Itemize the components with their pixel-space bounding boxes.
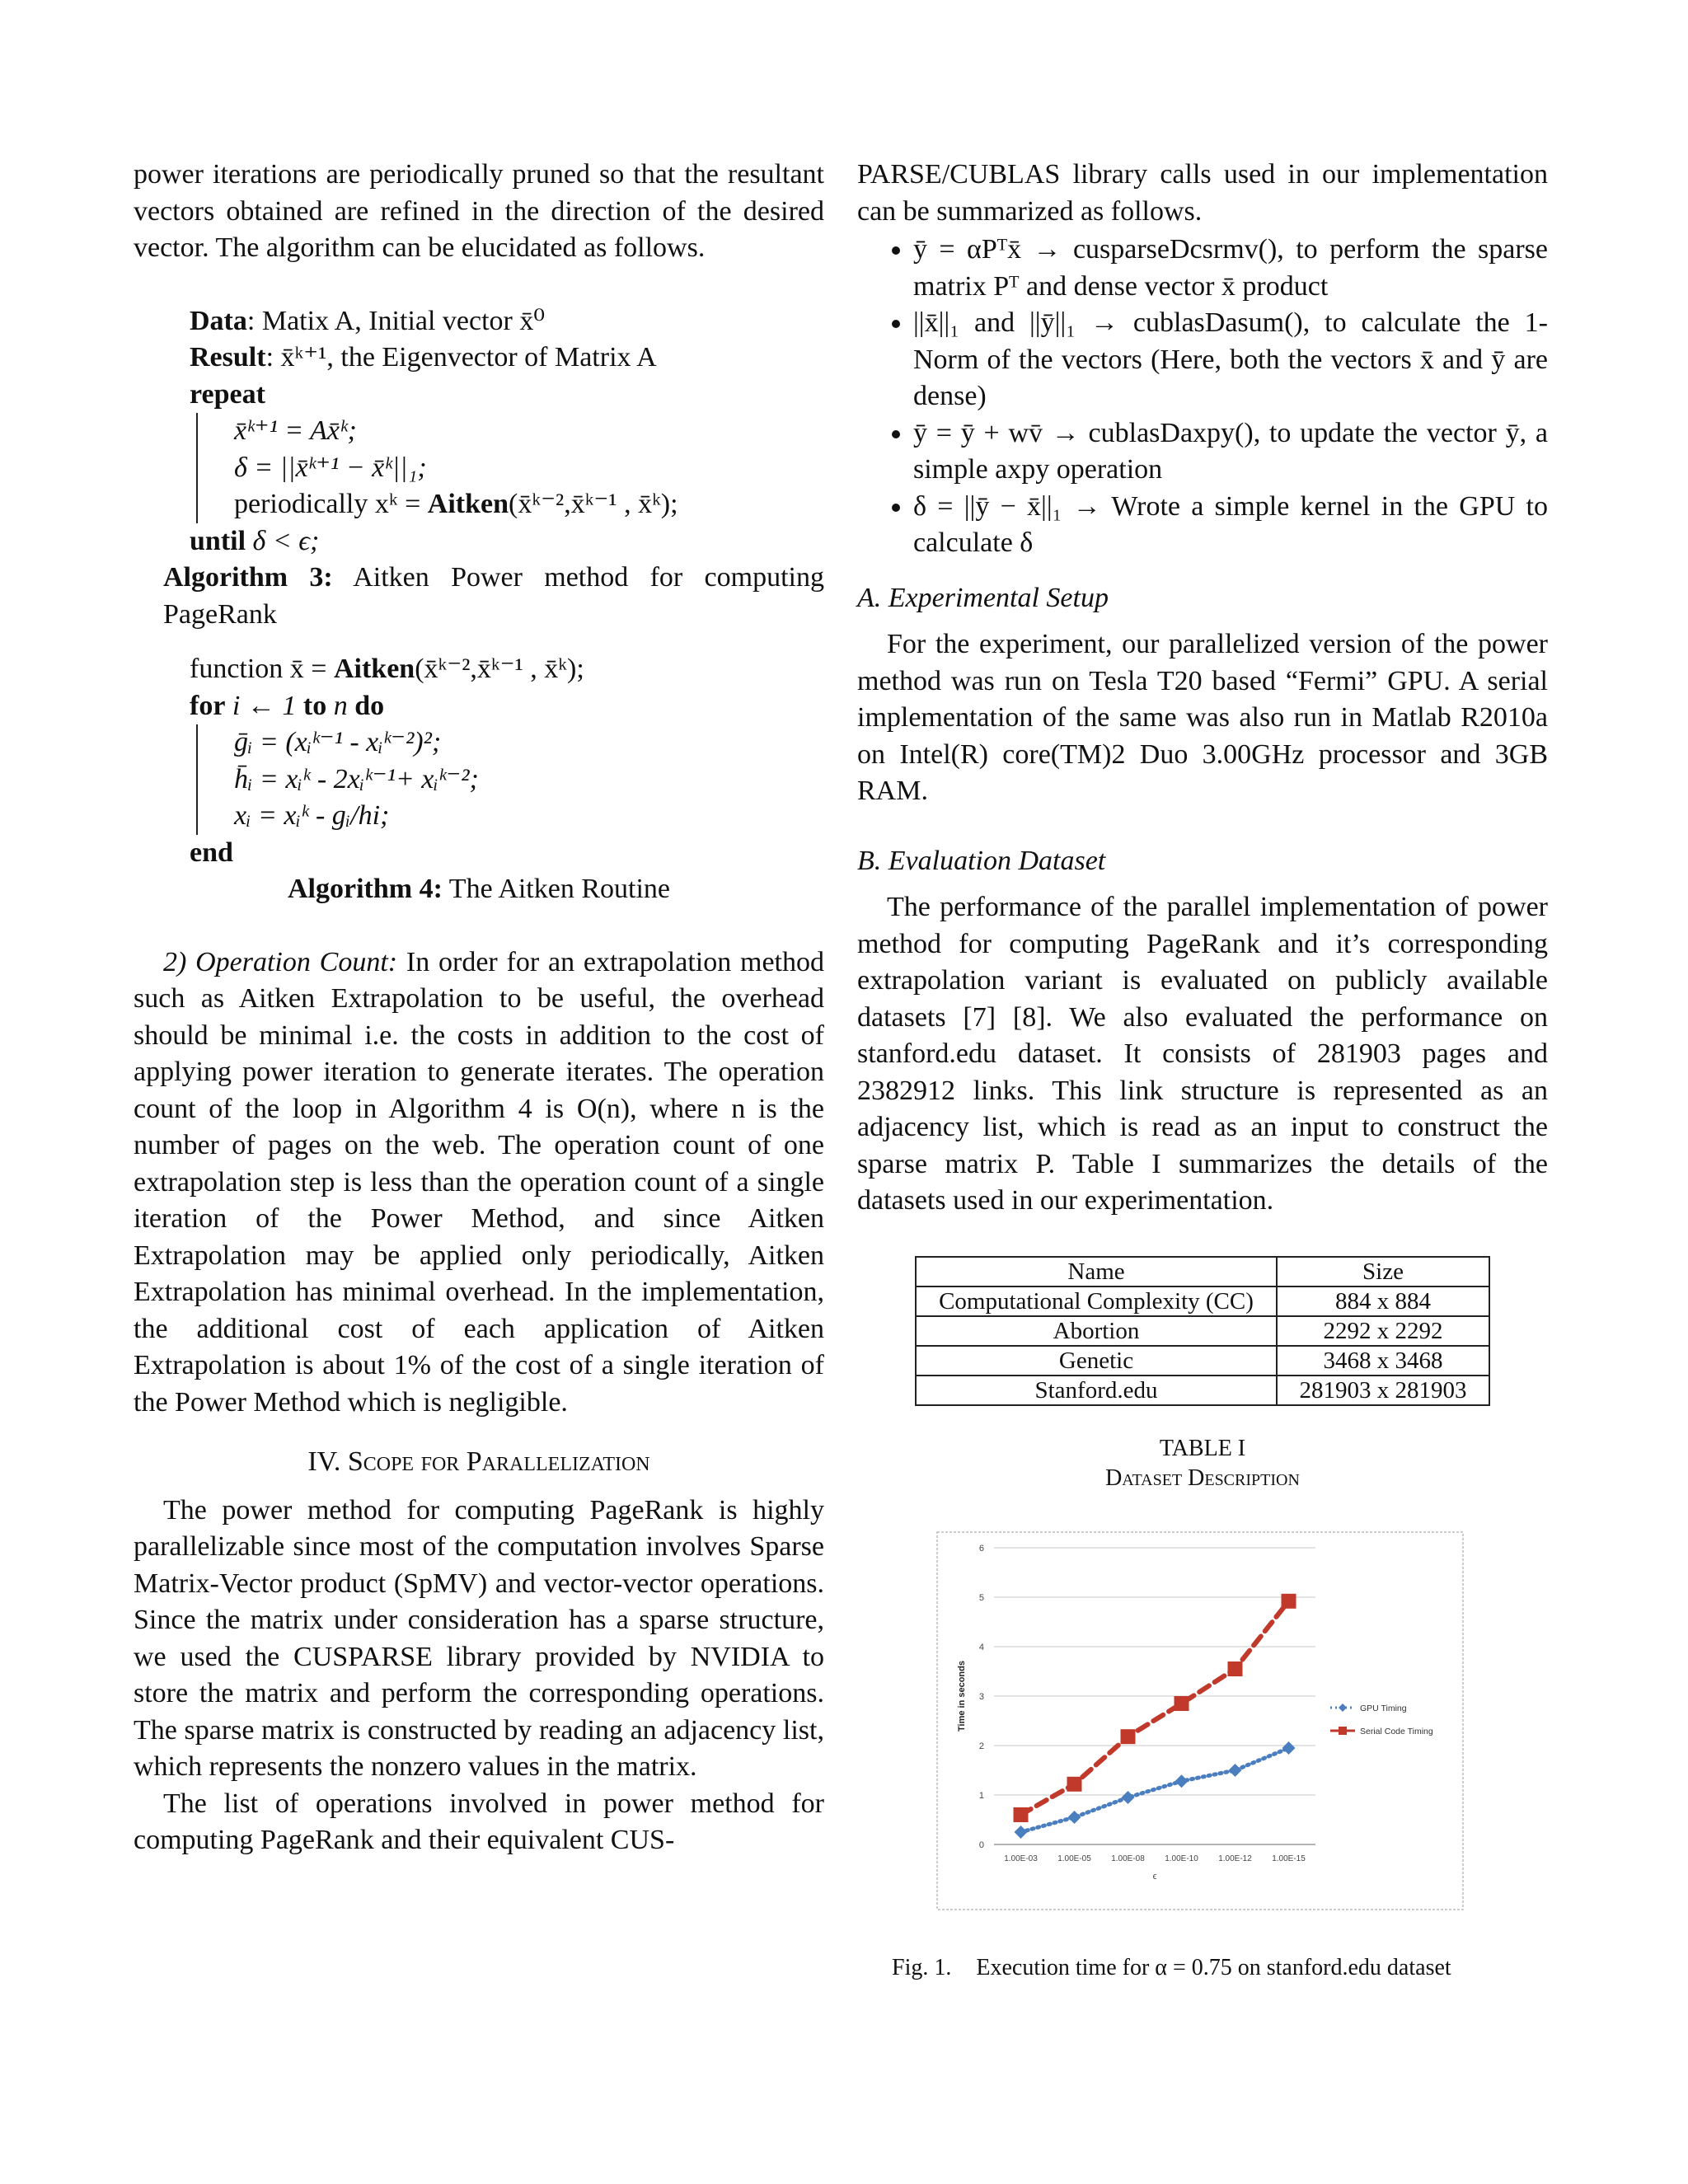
algo3-line-3 [234,486,824,523]
table-caption [857,1434,1548,1493]
section-a-heading: A. Experimental Setup [857,582,1109,613]
table-cell: Stanford.edu [916,1376,1277,1405]
operation-item: • δ = ||ȳ − x̄||₁ → Wrote a simple kernel in the GPU to calculate δ [913,489,1548,562]
algo3-data-line [190,303,824,340]
algo4-do-keyword: do [354,690,385,721]
x-tick-label: 1.00E-08 [1111,1854,1145,1863]
algo4-for-mid: i ← 1 [225,690,303,721]
operation-count-text: In order for an extrapolation method such as Aitken Extrapolation to be useful, the overhead should be minimal i.e. the costs in addition to the cost of applying power iteration to generate iterates. The operation count of the loop in Algorithm 4 is O(n), where n is the number of pages on the web. The operation count of one extrapolation step is less than the operation count of a single iteration of the Power Method, and since Aitken Extrapolation may be applied only periodically, Aitken Extrapolation has minimal overhead. In the implementation, the additional cost of each application of Aitken Extrapolation is about 1% of the cost of a single iteration of the Power Method which is negligible. [134,946,825,1418]
y-tick-label: 2 [978,1741,984,1751]
table-header-size: Size [1277,1257,1489,1286]
algorithm-3 [134,303,824,560]
algo4-for-line [190,688,824,725]
algo4-for-end: n [326,690,355,721]
algo3-until-keyword: until [190,525,246,556]
operation-count-paragraph [134,944,824,1422]
table-row [916,1346,1489,1376]
section-iv-heading: IV. Scope for Parallelization [307,1446,650,1477]
algo4-loop-body [196,724,824,835]
table-header-row [916,1257,1489,1286]
table-row [916,1286,1489,1316]
data-point-square [1067,1776,1082,1791]
algo3-result-text: : x̄ᵏ⁺¹, the Eigenvector of Matrix A [265,342,657,373]
algo4-function-line [190,651,824,688]
operations-list [857,232,1548,562]
section-iv-paragraph-1: The power method for computing PageRank is highly parallelizable since most of the computation involves Sparse Matrix-Vector product (SpMV) and vector-vector operations. Since the matrix under consideration has a sparse structure, we used the CUSPARSE library provided by NVIDIA to store the matrix and perform the corresponding operations. The sparse matrix is constructed by reading an adjacency list, which represents the nonzero values in the matrix. [134,1494,824,1782]
algo3-data-label: Data [190,305,247,336]
algo3-line-1: x̄ᵏ⁺¹ = Ax̄ᵏ; [234,415,357,446]
algo3-until-line [190,523,824,560]
data-point-square [1175,1696,1189,1711]
x-tick-label: 1.00E-03 [1004,1854,1038,1863]
continuation-paragraph: PARSE/CUBLAS library calls used in our implementation can be summarized as follows. [857,159,1548,227]
algo3-data-text: : Matix A, Initial vector x̄⁰ [246,305,546,336]
section-b-paragraph: The performance of the parallel implementation of power method for computing PageRank and it’s corresponding extrapolation variant is evaluated on publicly available datasets [7] [8]. We also evaluated the performance on stanford.edu dataset. It consists of 281903 pages and 2382912 links. This link structure is represented as an adjacency list, which is read as an input to construct the sparse matrix P. Table I summarizes the details of the datasets used in our experimentation. [857,892,1548,1216]
algo4-function-bold: Aitken [333,654,415,684]
y-tick-label: 4 [978,1642,984,1652]
figure-caption-label: Fig. 1. [892,1955,952,1980]
algorithm-4 [134,651,824,871]
algo4-caption-label: Algorithm 4: [288,874,443,904]
data-point-square [1121,1729,1136,1744]
algo3-result-line [190,340,824,377]
table-caption-number: TABLE I [1159,1435,1246,1461]
operation-item: • ||x̄||₁ and ||ȳ||₁ → cublasDasum(), to calculate the 1-Norm of the vectors (Here, both the vectors x̄ and ȳ are dense) [913,305,1548,415]
algo4-caption-text: The Aitken Routine [442,874,670,904]
legend-label: GPU Timing [1360,1703,1407,1713]
algo3-until-text: δ < ϵ; [246,525,320,556]
algo3-repeat-keyword: repeat [190,378,265,410]
table-row [916,1376,1489,1405]
section-b-heading: B. Evaluation Dataset [857,845,1106,876]
algo3-line-3-bold: Aitken [427,489,509,519]
algo4-end-keyword: end [190,837,233,868]
right-column [857,157,1548,1983]
table-cell: Computational Complexity (CC) [916,1286,1277,1316]
data-point-square [1282,1593,1296,1608]
operation-count-heading: 2) Operation Count: [163,946,398,977]
y-tick-label: 1 [978,1790,984,1801]
table-cell: 884 x 884 [1277,1286,1489,1316]
algo3-line-2: δ = ||x̄ᵏ⁺¹ − x̄ᵏ||₁; [234,452,427,483]
chart-frame [937,1532,1463,1910]
algorithm-4-caption [134,871,824,908]
x-tick-label: 1.00E-05 [1057,1854,1091,1863]
figure-caption [857,1953,1548,1983]
x-tick-label: 1.00E-15 [1272,1854,1306,1863]
left-column [134,157,824,1859]
legend-label: Serial Code Timing [1360,1726,1433,1736]
y-tick-label: 0 [978,1840,984,1850]
figure-1 [936,1531,1548,1921]
algo4-line-2: h̄ᵢ = xᵢᵏ - 2xᵢᵏ⁻¹+ xᵢᵏ⁻²; [234,763,479,794]
x-tick-label: 1.00E-12 [1218,1854,1252,1863]
y-tick-label: 5 [978,1592,984,1603]
algo3-line-3-post: (x̄ᵏ⁻²,x̄ᵏ⁻¹ , x̄ᵏ); [509,489,678,519]
algo4-function-post: (x̄ᵏ⁻²,x̄ᵏ⁻¹ , x̄ᵏ); [415,654,584,684]
algo3-loop-body [196,413,824,523]
intro-paragraph: power iterations are periodically pruned so that the resultant vectors obtained are refined in the direction of the desired vector. The algorithm can be elucidated as follows. [134,159,824,263]
x-tick-label: 1.00E-10 [1165,1854,1198,1863]
data-point-square [1014,1807,1029,1822]
algo4-for-keyword: for [190,690,226,721]
algo3-repeat [190,377,824,414]
algorithm-3-caption [134,560,824,633]
table-header-name: Name [916,1257,1277,1286]
algo4-line-3: xᵢ = xᵢᵏ - gᵢ/hi; [234,800,390,831]
operation-item: • ȳ = ȳ + wv̄ → cublasDaxpy(), to update the vector ȳ, a simple axpy operation [913,415,1548,489]
table-cell: 2292 x 2292 [1277,1316,1489,1346]
y-tick-label: 3 [978,1691,984,1702]
dataset-table [915,1256,1490,1406]
algo4-function-pre: function x̄ = [190,654,334,684]
table-cell: Genetic [916,1346,1277,1376]
legend-marker [1339,1727,1347,1735]
operation-item: • ȳ = αPᵀx̄ → cusparseDcsrmv(), to perform the sparse matrix Pᵀ and dense vector x̄ product [913,232,1548,305]
section-iv-paragraph-2: The list of operations involved in power method for computing PageRank and their equivalent CUS- [134,1788,824,1855]
y-tick-label: 6 [978,1543,984,1554]
y-axis-label: Time in seconds [957,1660,967,1732]
table-cell: Abortion [916,1316,1277,1346]
figure-caption-text: Execution time for α = 0.75 on stanford.edu dataset [976,1955,1451,1980]
execution-time-chart [936,1531,1464,1910]
table-row [916,1316,1489,1346]
x-axis-label: ϵ [1152,1871,1157,1882]
table-caption-title: Dataset Description [1105,1465,1300,1491]
data-point-square [1228,1661,1243,1676]
table-cell: 3468 x 3468 [1277,1346,1489,1376]
algo4-end-line [190,835,824,872]
algo4-to-keyword: to [302,690,327,721]
algo3-caption-label: Algorithm 3: [163,562,333,593]
algo4-line-1: ḡᵢ = (xᵢᵏ⁻¹ - xᵢᵏ⁻²)²; [234,727,442,757]
section-a-paragraph: For the experiment, our parallelized version of the power method was run on Tesla T20 based “Fermi” GPU. A serial implementation of the same was also run in Matlab R2010a on Intel(R) core(TM)2 Duo 3.00GHz processor and 3GB RAM. [857,629,1548,806]
table-cell: 281903 x 281903 [1277,1376,1489,1405]
algo3-caption-text: Aitken Power method for computing PageRank [163,562,824,630]
algo3-result-label: Result [190,342,266,373]
algo3-line-3-pre: periodically xᵏ = [234,489,428,519]
